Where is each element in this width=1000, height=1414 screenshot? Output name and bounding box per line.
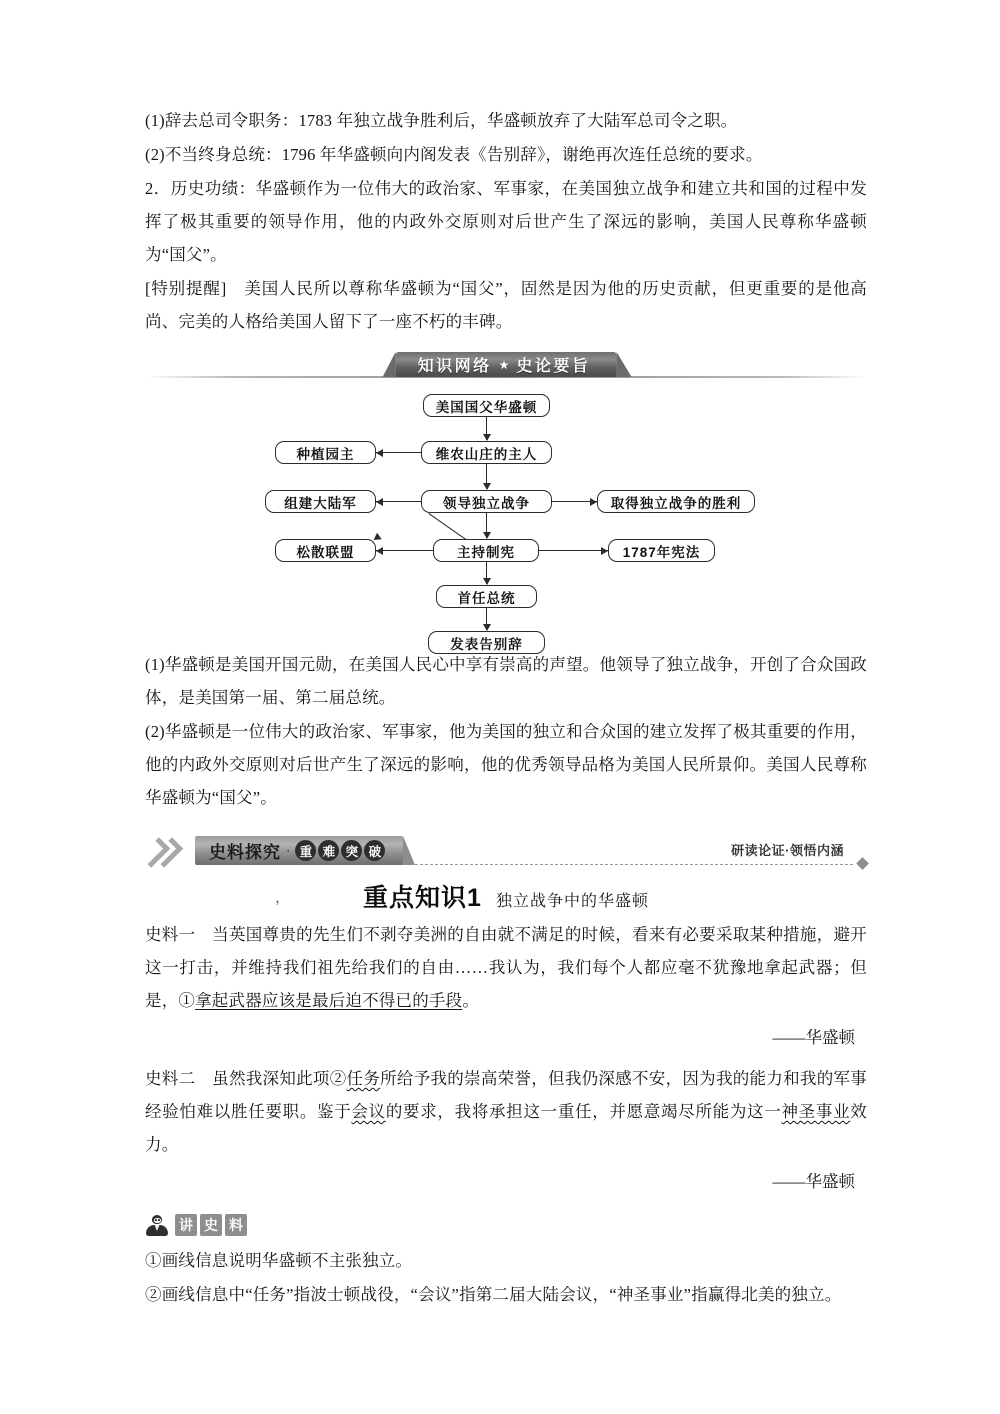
badge-char-3: 料 bbox=[225, 1214, 247, 1236]
source-two-paragraph bbox=[145, 1062, 867, 1161]
source-two-wavy-1: 任务 bbox=[346, 1069, 381, 1088]
flow-node-lead-war: 领导独立战争 bbox=[421, 490, 552, 513]
explanation-1: ①画线信息说明华盛顿不主张独立。 bbox=[145, 1251, 413, 1270]
section-right-note: 研读论证·领悟内涵 bbox=[726, 840, 849, 859]
flow-node-loose-alliance: 松散联盟 bbox=[275, 539, 376, 562]
key-point-label bbox=[363, 878, 482, 914]
flow-connector bbox=[376, 550, 433, 551]
key-point-center bbox=[363, 878, 649, 914]
flow-node-washington: 美国国父华盛顿 bbox=[423, 394, 550, 417]
source-two-wavy-2: 会议 bbox=[351, 1102, 386, 1121]
flow-connector bbox=[539, 550, 608, 551]
star-icon: ★ bbox=[498, 357, 510, 372]
section-title: 史料探究 bbox=[209, 843, 281, 862]
circled-char-2: 难 bbox=[318, 840, 339, 861]
teacher-icon bbox=[145, 1214, 169, 1236]
flow-node-first-president: 首任总统 bbox=[436, 585, 537, 608]
source-one-label: 史料一 bbox=[145, 925, 196, 944]
flow-node-1787-constitution: 1787年宪法 bbox=[608, 539, 715, 562]
key-point-title-row bbox=[145, 878, 867, 914]
paragraph-historical-achievements: 2．历史功绩：华盛顿作为一位伟大的政治家、军事家，在美国独立战争和建立共和国的过程中发挥了极其重要的领导作用，他的内政外交原则对后世产生了深远的影响，美国人民尊称华盛顿为“国父”。 bbox=[145, 179, 867, 264]
source-two-wavy-3: 神圣事业 bbox=[781, 1102, 851, 1121]
badge-char-1: 讲 bbox=[175, 1214, 197, 1236]
flow-node-farewell-address: 发表告别辞 bbox=[428, 631, 545, 654]
flow-node-constitution-convention: 主持制宪 bbox=[433, 539, 539, 562]
paragraph-special-reminder: [特别提醒] 美国人民所以尊称华盛顿为“国父”，固然是因为他的历史贡献，但更重要的是他高尚、完美的人格给美国人留下了一座不朽的丰碑。 bbox=[145, 279, 867, 331]
key-point-number: 1 bbox=[467, 884, 482, 912]
flow-arrow-down-icon bbox=[483, 483, 491, 490]
source-one-text-after: 。 bbox=[462, 991, 480, 1010]
circled-characters bbox=[295, 840, 385, 861]
key-point-main-text: 重点知识 bbox=[363, 884, 468, 912]
page-content bbox=[145, 104, 867, 1312]
explanation-2: ②画线信息中“任务”指波士顿战役，“会议”指第二届大陆会议，“神圣事业”指赢得北美的独立。 bbox=[145, 1285, 842, 1304]
circled-char-4: 破 bbox=[364, 840, 385, 861]
flow-arrow-right-icon bbox=[590, 498, 597, 506]
key-point-subtitle: 独立战争中的华盛顿 bbox=[495, 893, 649, 910]
paragraph-resign-commander: (1)辞去总司令职务：1783 年独立战争胜利后，华盛顿放弃了大陆军总司令之职。 bbox=[145, 111, 738, 130]
flow-arrow-down-icon bbox=[483, 578, 491, 585]
badge-characters bbox=[175, 1214, 247, 1236]
flow-node-build-army: 组建大陆军 bbox=[265, 490, 376, 513]
stray-comma-mark: ， bbox=[275, 890, 291, 906]
flow-arrow-left-icon bbox=[376, 449, 383, 457]
flow-arrow-left-icon bbox=[376, 498, 383, 506]
source-two-seg-2: 所给予我的崇高荣誉，但我仍深感不安，因为我的能力和我的军事经验怕难以胜任要职。鉴于 bbox=[145, 1069, 867, 1121]
section-header-source-inquiry bbox=[145, 836, 867, 870]
diamond-icon bbox=[856, 857, 869, 870]
flow-node-mount-vernon: 维农山庄的主人 bbox=[421, 441, 552, 464]
chevron-right-icon bbox=[147, 839, 173, 866]
source-one-text-before: 当英国尊贵的先生们不剥夺美洲的自由就不满足的时候，看来有必要采取某种措施，避开这一打击，并维持我们祖先给我们的自由……我认为，我们每个人都应毫不犹豫地拿起武器；但是，① bbox=[145, 925, 868, 1010]
source-two-seg-4: 效力。 bbox=[145, 1102, 867, 1154]
circled-char-3: 突 bbox=[341, 840, 362, 861]
flow-node-plantation-owner: 种植园主 bbox=[275, 441, 376, 464]
section-title-plate bbox=[195, 836, 403, 865]
flow-arrow-down-icon bbox=[483, 532, 491, 539]
section-separator-dot: · bbox=[286, 842, 291, 858]
circled-char-1: 重 bbox=[295, 840, 316, 861]
banner-left-text: 知识网络 bbox=[417, 358, 492, 375]
knowledge-network-banner bbox=[145, 352, 867, 382]
flow-arrow-left-icon bbox=[376, 547, 383, 555]
source-two-label: 史料二 bbox=[145, 1069, 196, 1088]
banner-tab bbox=[396, 352, 617, 377]
paragraph-summary-1: (1)华盛顿是美国开国元勋，在美国人民心中享有崇高的声望。他领导了独立战争，开创了合众国政体，是美国第一届、第二届总统。 bbox=[145, 655, 867, 707]
banner-right-text: 史论要旨 bbox=[516, 358, 591, 375]
source-one-underlined: 拿起武器应该是最后迫不得已的手段 bbox=[195, 991, 463, 1010]
source-two-attribution: ——华盛顿 bbox=[772, 1172, 855, 1191]
source-two-seg-1: 虽然我深知此项② bbox=[195, 1069, 347, 1088]
source-one-paragraph bbox=[145, 918, 867, 1017]
knowledge-flowchart bbox=[145, 394, 867, 652]
flow-node-win-war: 取得独立战争的胜利 bbox=[597, 490, 755, 513]
explain-source-badge bbox=[145, 1212, 867, 1238]
paragraph-no-lifetime-president: (2)不当终身总统：1796 年华盛顿向内阁发表《告别辞》，谢绝再次连任总统的要求。 bbox=[145, 145, 763, 164]
flow-arrow-right-icon bbox=[601, 547, 608, 555]
source-two-seg-3: 的要求，我将承担这一重任，并愿意竭尽所能为这一 bbox=[385, 1102, 782, 1121]
badge-char-2: 史 bbox=[200, 1214, 222, 1236]
flow-arrow-down-icon bbox=[483, 624, 491, 631]
flow-arrow-down-icon bbox=[483, 434, 491, 441]
source-one-attribution: ——华盛顿 bbox=[772, 1028, 855, 1047]
paragraph-summary-2: (2)华盛顿是一位伟大的政治家、军事家，他为美国的独立和合众国的建立发挥了极其重要的作用，他的内政外交原则对后世产生了深远的影响，他的优秀领导品格为美国人民所景仰。美国人民尊称华盛顿为“国父”。 bbox=[145, 722, 867, 807]
